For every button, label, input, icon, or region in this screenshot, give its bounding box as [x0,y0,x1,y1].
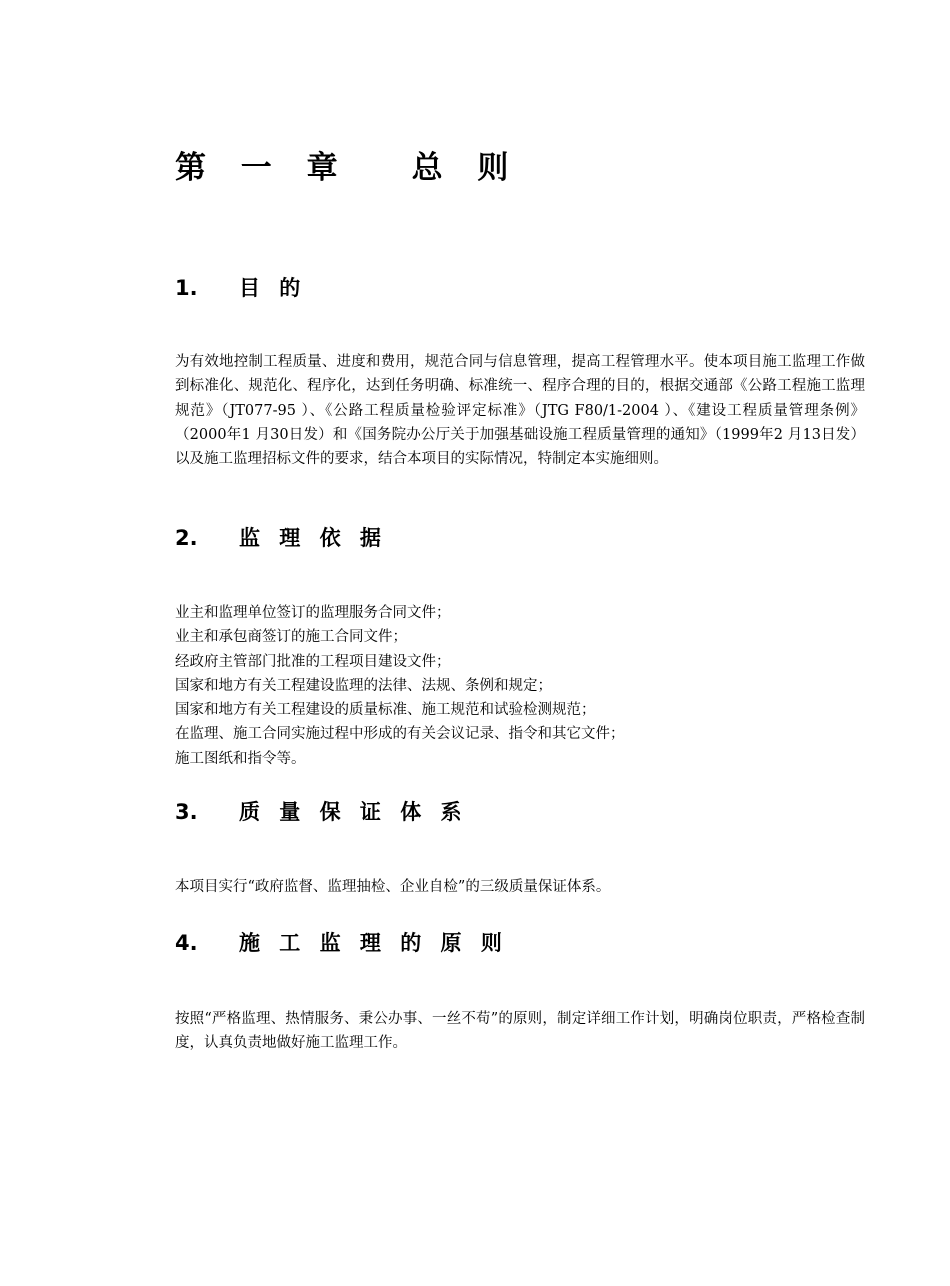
section-heading-principles [175,929,508,957]
section-number: 2. [175,526,198,550]
section-paragraph-principles: 按照“严格监理、热情服务、秉公办事、一丝不苟”的原则，制定详细工作计划，明确岗位职责，严格检查制度，认真负责地做好施工监理工作。 [175,1011,865,1052]
list-item: 业主和承包商签订的施工合同文件； [175,629,407,646]
chapter-title [175,148,520,188]
chapter-number-label: 第 一 章 [175,150,350,186]
section-heading-quality-system [175,798,468,826]
section-title: 质 量 保 证 体 系 [239,800,468,824]
list-item: 国家和地方有关工程建设监理的法律、法规、条例和规定； [175,677,552,694]
section-title: 目 的 [239,276,307,300]
section-paragraph-quality-system: 本项目实行“政府监督、监理抽检、企业自检”的三级质量保证体系。 [175,879,611,895]
section-paragraph-purpose: 为有效地控制工程质量、进度和费用，规范合同与信息管理，提高工程管理水平。使本项目施工监理工作做到标准化、规范化、程序化，达到任务明确、标准统一、程序合理的目的，根据交通部《公路工程施工监理规范》（JT077-95 ）、《公路工程质量检验评定标准》（JTG F80/1-2004 ）、《建设工程质量管理条例》（2000年1 月30日发）和《国务院办公厅关于加强基础设施工程质量管理的通知》（1999年2 月13日发）以及施工监理招标文件的要求，结合本项目的实际情况，特制定本实施细则。 [175,354,865,468]
section-title: 施 工 监 理 的 原 则 [239,931,508,955]
list-item: 在监理、施工合同实施过程中形成的有关会议记录、指令和其它文件； [175,726,625,743]
chapter-name: 总 则 [411,150,521,186]
basis-list [175,601,865,771]
section-number: 3. [175,800,198,824]
section-number: 4. [175,931,198,955]
list-item: 经政府主管部门批准的工程项目建设文件； [175,653,451,670]
section-heading-basis [175,524,387,552]
list-item: 施工图纸和指令等。 [175,750,306,767]
section-number: 1. [175,276,198,300]
section-heading-purpose [175,274,306,302]
list-item: 业主和监理单位签订的监理服务合同文件； [175,605,451,621]
section-title: 监 理 依 据 [239,526,387,550]
list-item: 国家和地方有关工程建设的质量标准、施工规范和试验检测规范； [175,702,596,719]
